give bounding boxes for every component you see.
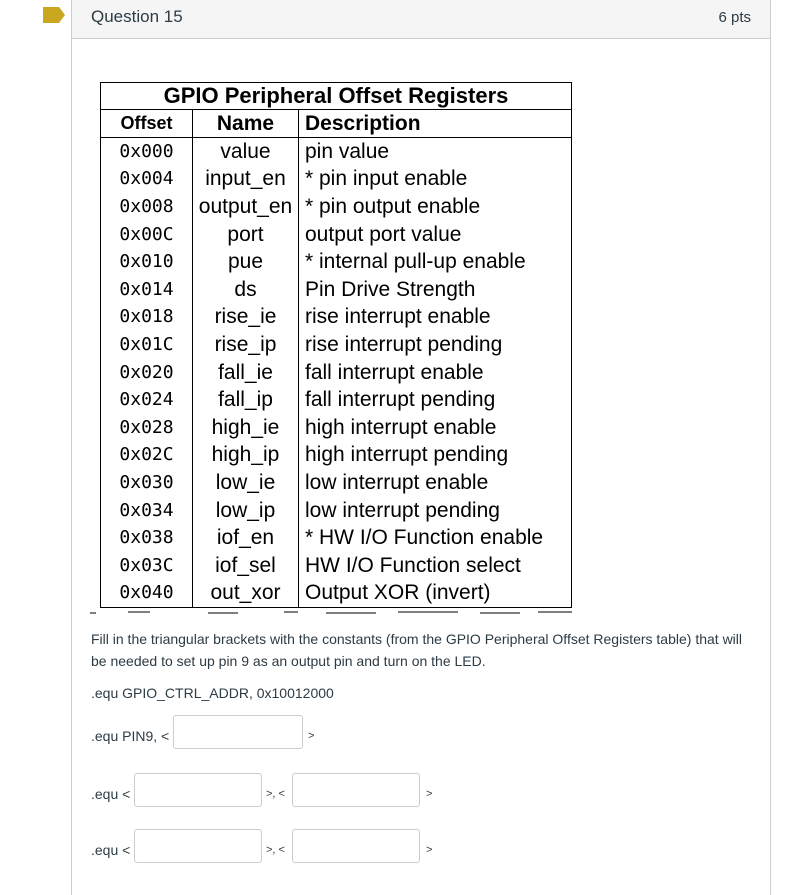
table-row — [101, 331, 572, 359]
row-description: high interrupt pending — [305, 443, 509, 467]
row-name: out_xor — [193, 580, 299, 608]
table-row — [101, 166, 572, 194]
row-name: value — [193, 138, 299, 166]
equ-row2-suffix: > — [426, 788, 433, 800]
row-name: pue — [193, 248, 299, 276]
row-offset: 0x024 — [101, 386, 193, 414]
row-offset: 0x004 — [101, 166, 193, 194]
row-description: HW I/O Function select — [305, 553, 521, 577]
gpio-register-table — [100, 82, 572, 608]
equ-pin9-prefix: .equ PIN9, < — [91, 728, 170, 744]
row3-constant-value-input[interactable] — [292, 829, 420, 863]
row-name: rise_ie — [193, 304, 299, 332]
row-description: high interrupt enable — [305, 415, 497, 439]
table-row — [101, 359, 572, 387]
table-row — [101, 248, 572, 276]
equ-row3-prefix: .equ < — [91, 842, 131, 858]
question-instructions: Fill in the triangular brackets with the constants (from the GPIO Peripheral Offset Registers table) that will be needed to set up pin 9 as an output pin and turn on the LED. — [91, 631, 743, 669]
row-description: rise interrupt pending — [305, 332, 503, 356]
table-row — [101, 414, 572, 442]
equ-row2-prefix: .equ < — [91, 786, 131, 802]
row-name: fall_ie — [193, 359, 299, 387]
row-name: input_en — [193, 166, 299, 194]
table-row — [101, 552, 572, 580]
row-offset: 0x040 — [101, 580, 193, 608]
row-offset: 0x03C — [101, 552, 193, 580]
row-name: output_en — [193, 193, 299, 221]
row-name: ds — [193, 276, 299, 304]
row-description: Output XOR (invert) — [305, 581, 491, 605]
content-frame-right-border — [770, 0, 771, 895]
table-title: GPIO Peripheral Offset Registers — [101, 83, 572, 110]
table-row — [101, 524, 572, 552]
question-title: Question 15 — [91, 7, 183, 26]
row-offset: 0x010 — [101, 248, 193, 276]
row-description: fall interrupt enable — [305, 360, 484, 384]
table-row — [101, 386, 572, 414]
row-offset: 0x014 — [101, 276, 193, 304]
equ-row3-suffix: > — [426, 844, 433, 856]
row-name: low_ip — [193, 497, 299, 525]
table-row — [101, 138, 572, 166]
row-description: low interrupt enable — [305, 470, 489, 494]
table-row — [101, 442, 572, 470]
table-row — [101, 469, 572, 497]
row-description: pin value — [305, 139, 390, 163]
row-name: low_ie — [193, 469, 299, 497]
equ-row2-middle: >, < — [266, 788, 285, 800]
row-description: output port value — [305, 222, 462, 246]
row-description: * HW I/O Function enable — [305, 526, 544, 550]
row-offset: 0x020 — [101, 359, 193, 387]
row-offset: 0x000 — [101, 138, 193, 166]
column-header-description: Description — [299, 110, 572, 138]
row-offset: 0x00C — [101, 221, 193, 249]
row-description: low interrupt pending — [305, 498, 500, 522]
row-description: fall interrupt pending — [305, 388, 496, 412]
column-header-name: Name — [193, 110, 299, 138]
equ-gpio-ctrl-line: .equ GPIO_CTRL_ADDR, 0x10012000 — [91, 685, 334, 701]
row-name: high_ie — [193, 414, 299, 442]
table-row — [101, 304, 572, 332]
row-name: high_ip — [193, 442, 299, 470]
row-description: * internal pull-up enable — [305, 250, 526, 274]
row-offset: 0x034 — [101, 497, 193, 525]
row3-constant-name-input[interactable] — [134, 829, 262, 863]
table-row — [101, 497, 572, 525]
row2-constant-value-input[interactable] — [292, 773, 420, 807]
row-name: port — [193, 221, 299, 249]
row-offset: 0x030 — [101, 469, 193, 497]
row-description: * pin output enable — [305, 194, 481, 218]
equ-row3-middle: >, < — [266, 844, 285, 856]
row-name: iof_en — [193, 524, 299, 552]
table-row — [101, 276, 572, 304]
row-description: rise interrupt enable — [305, 305, 491, 329]
table-row — [101, 193, 572, 221]
cropped-text-remnant — [88, 610, 608, 614]
row-name: iof_sel — [193, 552, 299, 580]
row-name: fall_ip — [193, 386, 299, 414]
row-description: Pin Drive Strength — [305, 277, 476, 301]
question-header — [72, 0, 770, 39]
equ-pin9-suffix: > — [308, 730, 315, 742]
row2-constant-name-input[interactable] — [134, 773, 262, 807]
content-frame-left-border — [71, 0, 72, 895]
row-offset: 0x008 — [101, 193, 193, 221]
row-offset: 0x02C — [101, 442, 193, 470]
column-header-offset: Offset — [101, 110, 193, 138]
row-offset: 0x01C — [101, 331, 193, 359]
row-description: * pin input enable — [305, 167, 468, 191]
row-offset: 0x028 — [101, 414, 193, 442]
row-offset: 0x038 — [101, 524, 193, 552]
table-row — [101, 221, 572, 249]
question-points: 6 pts — [718, 9, 751, 26]
pin9-value-input[interactable] — [173, 715, 303, 749]
bookmark-flag-icon[interactable] — [43, 7, 65, 23]
row-offset: 0x018 — [101, 304, 193, 332]
table-row — [101, 580, 572, 608]
row-name: rise_ip — [193, 331, 299, 359]
